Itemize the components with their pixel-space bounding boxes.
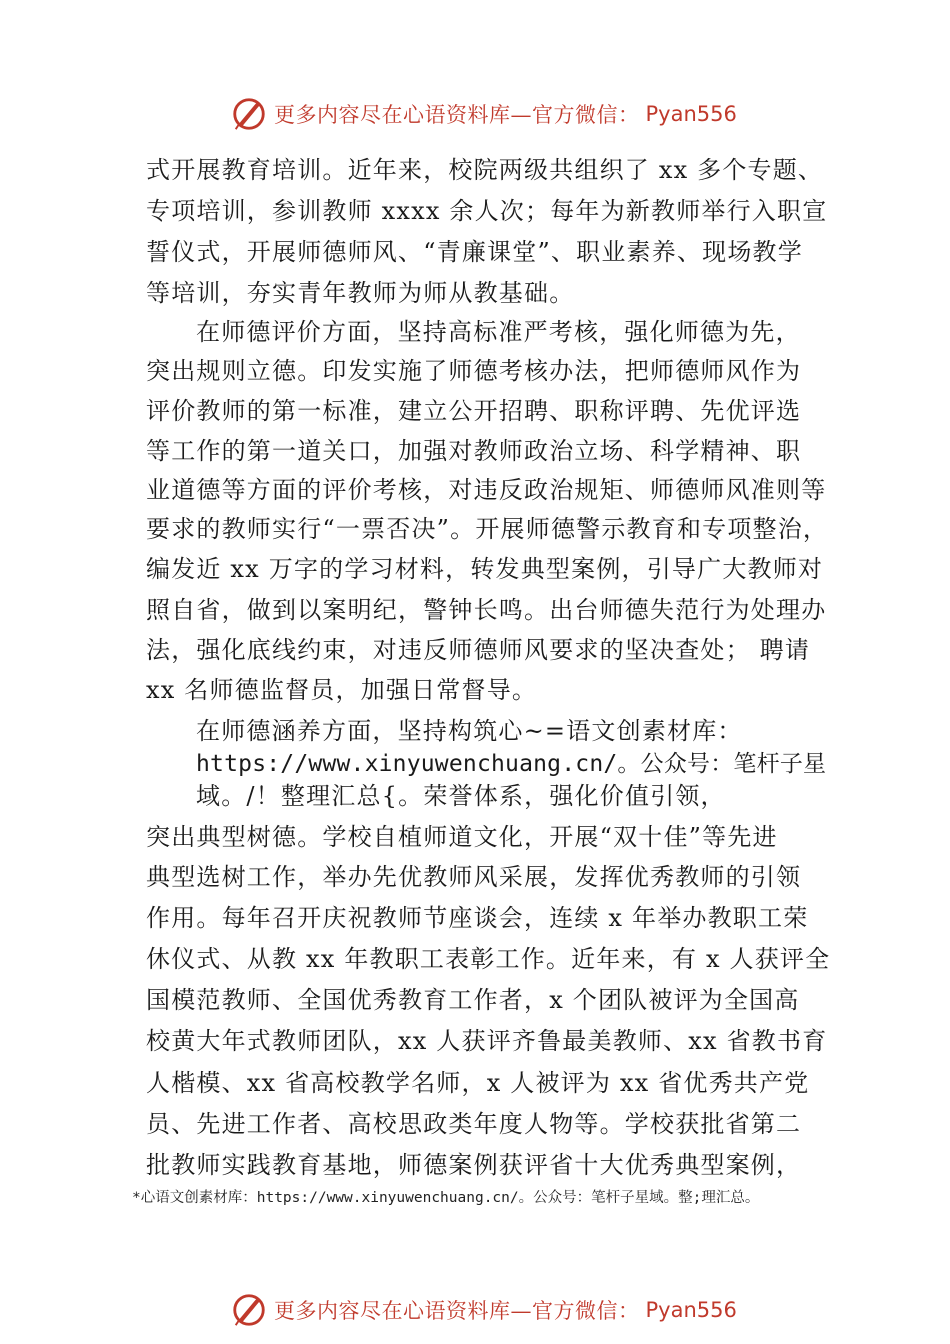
text-line: 员、先进工作者、高校思政类年度人物等。学校获批省第二 [146,1110,802,1138]
wechat-id: Pyan556 [645,1298,737,1322]
text-line: 校黄大年式教师团队，xx 人获评齐鲁最美教师、xx 省教书育 [146,1027,828,1055]
text-line: 等工作的第一道关口，加强对教师政治立场、科学精神、职 [146,437,802,465]
text-line: 突出典型树德。学校⾃植师道文化，开展“双十佳”等先进 [146,823,778,851]
paragraph-start: 在师德评价方面，坚持高标准严考核，强化师德为先， [196,318,801,346]
quill-pen-circle-icon [230,95,268,133]
header-banner [230,94,737,134]
text-line: 人楷模、xx 省高校教学名师，x 人被评为 xx 省优秀共产党 [146,1069,810,1097]
text-line: 业道德等方面的评价考核，对违反政治规矩、师德师风准则等 [146,476,827,504]
text-line: 等培训，夯实青年教师为师从教基础。 [146,279,575,307]
text-line: 编发近 xx 万字的学习材料，转发典型案例，引导广大教师对 [146,555,824,583]
text-line: 典型选树工作，举办先优教师风采展，发挥优秀教师的引领 [146,863,802,891]
text-line: 照自省，做到以案明纪，警钟长鸣。出台师德失范行为处理办 [146,596,827,624]
text-line: 法，强化底线约束，对违反师德师风要求的坚决查处； 聘请 [146,636,811,664]
banner-text: 更多内容尽在心语资料库—官方微信： [274,1299,640,1323]
text-line: 域。/！整理汇总{。荣誉体系，强化价值引领， [196,782,726,810]
quill-pen-circle-icon [230,1291,268,1329]
footnote: *心语文创素材库：https://www.xinyuwenchuang.cn/。公众号：笔杆子星域。整;理汇总。 [132,1190,760,1206]
watermark-url-line: https://www.xinyuwenchuang.cn/。公众号：笔杆子星 [196,751,827,777]
wechat-id: Pyan556 [645,102,737,126]
footer-banner [230,1290,737,1330]
text-line: 批教师实践教育基地，师德案例获评省十大优秀典型案例， [146,1151,802,1179]
text-line: 要求的教师实行“一票否决”。开展师德警示教育和专项整治， [146,515,829,543]
paragraph-start: 在师德涵养方面，坚持构筑心~=语文创素材库： [196,717,743,745]
text-line: 突出规则立德。印发实施了师德考核办法，把师德师风作为 [146,357,802,385]
text-line: 国模范教师、全国优秀教育工作者，x 个团队被评为全国高 [146,986,800,1014]
text-line: 作用。每年召开庆祝教师节座谈会，连续 x 年举办教职工荣 [146,904,809,932]
text-line: 评价教师的第一标准，建立公开招聘、职称评聘、先优评选 [146,397,802,425]
text-line: 誓仪式，开展师德师风、“青廉课堂”、职业素养、现场教学 [146,238,803,266]
text-line: 式开展教育培训。近年来，校院两级共组织了 xx 多个专题、 [146,156,824,184]
text-line: xx 名师德监督员，加强日常督导。 [146,676,538,704]
text-line: 休仪式、从教 xx 年教职工表彰工作。近年来，有 x 人获评全 [146,945,831,973]
text-line: 专项培训，参训教师 xxxx 余人次；每年为新教师举行入职宣 [146,197,828,225]
banner-text: 更多内容尽在心语资料库—官方微信： [274,103,640,127]
